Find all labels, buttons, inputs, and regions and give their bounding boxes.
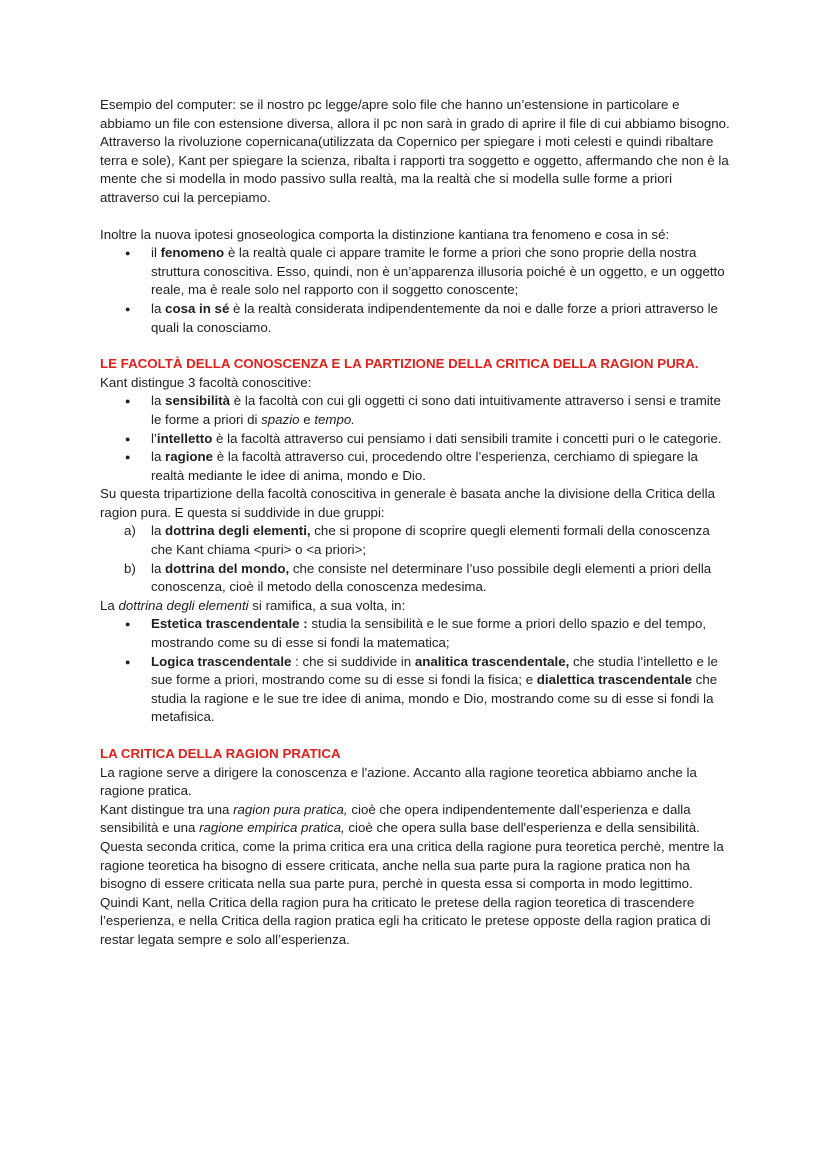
paragraph-ragione-dirige: La ragione serve a dirigere la conoscenza e l'azione. Accanto alla ragione teoretica abbiamo anche la ragione pratica. xyxy=(100,764,697,799)
document-page xyxy=(100,96,730,950)
paragraph-ragion-pura-pratica: Kant distingue tra una ragion pura pratica, cioè che opera indipendentemente dall’esperienza e dalla sensibilità e una ragione empirica pratica, cioè che opera sulla base dell'esperienza e della sensibilità. xyxy=(100,801,700,836)
list-item: ● il fenomeno è la realtà quale ci appare tramite le forme a priori che sono proprie della nostra struttura conoscitiva. Esso, quindi, non è un’apparenza illusoria poiché è un oggetto, e un oggetto reale, ma è reale solo nel rapporto con il soggetto conoscente; xyxy=(100,244,730,300)
list-item: ● l’intelletto è la facoltà attraverso cui pensiamo i dati sensibili tramite i concetti puri o le categorie. xyxy=(100,430,730,449)
paragraph-seconda-critica: Questa seconda critica, come la prima critica era una critica della ragione pura teoretica perchè, mentre la ragione teoretica ha bisogno di essere criticata, anche nella sua parte pura la ragione pratica non ha bisogno di essere criticata nella sua parte pura, perchè in questa essa si comporta in modo legittimo. xyxy=(100,838,724,892)
list-item: ● la cosa in sé è la realtà considerata indipendentemente da noi e dalle forze a priori attraverso le quali la conosciamo. xyxy=(100,300,730,337)
paragraph-ramifica: La dottrina degli elementi si ramifica, a sua volta, in: xyxy=(100,597,406,613)
faculties-list xyxy=(100,392,730,485)
list-item: ● la ragione è la facoltà attraverso cui, procedendo oltre l’esperienza, cerchiamo di spiegare la realtà mediante le idee di anima, mondo e Dio. xyxy=(100,448,730,485)
paragraph-faculties-lead: Kant distingue 3 facoltà conoscitive: xyxy=(100,374,312,390)
paragraph-tripartition: Su questa tripartizione della facoltà conoscitiva in generale è basata anche la divisione della Critica della ragion pura. E questa si suddivide in due gruppi: xyxy=(100,486,715,520)
phenomenon-list xyxy=(100,244,730,337)
list-item: ● Estetica trascendentale : studia la sensibilità e le sue forme a priori dello spazio e del tempo, mostrando come su di esse si fondi la matematica; xyxy=(100,615,730,652)
list-item: a) la dottrina degli elementi, che si propone di scoprire quegli elementi formali della conoscenza che Kant chiama <puri> o <a priori>; xyxy=(124,523,710,558)
paragraph-computer-example: Esempio del computer: se il nostro pc legge/apre solo file che hanno un’estensione in particolare e abbiamo un file con estensione diversa, allora il pc non sarà in grado di aprire il file di cui abbiamo bisogno. xyxy=(100,97,730,131)
section-heading-facolta: LE FACOLTÀ DELLA CONOSCENZA E LA PARTIZIONE DELLA CRITICA DELLA RAGION PURA. xyxy=(100,356,699,372)
doctrine-list xyxy=(100,522,730,596)
section-heading-ragion-pratica: LA CRITICA DELLA RAGION PRATICA xyxy=(100,746,341,761)
transcendental-list xyxy=(100,615,730,727)
paragraph-conclusione: Quindi Kant, nella Critica della ragion pura ha criticato le pretese della ragion teoretica di trascendere l’esperienza, e nella Critica della ragion pratica egli ha criticato le pretese opposte della ragion pratica di restar legata sempre e solo all’esperienza. xyxy=(100,894,711,947)
list-item: b) la dottrina del mondo, che consiste nel determinare l’uso possibile degli elementi a priori della conoscenza, cioè il metodo della conoscenza medesima. xyxy=(124,560,712,595)
paragraph-phenomenon-intro: Inoltre la nuova ipotesi gnoseologica comporta la distinzione kantiana tra fenomeno e cosa in sé: xyxy=(100,226,670,242)
paragraph-copernican-revolution: Attraverso la rivoluzione copernicana(utilizzata da Copernico per spiegare i moti celesti e quindi ribaltare terra e sole), Kant per spiegare la scienza, ribalta i rapporti tra soggetto e oggetto, affermando che non è la mente che si modella in modo passivo sulla realtà, ma la realtà che si modella sulle forme a priori attraverso cui la percepiamo. xyxy=(100,134,729,205)
list-item: ● Logica trascendentale : che si suddivide in analitica trascendentale, che studia l’intelletto e le sue forme a priori, mostrando come su di esse si fondi la fisica; e dialettica trascendentale che studia la ragione e le sue tre idee di anima, mondo e Dio, mostrando come su di esse si fondi la metafisica. xyxy=(100,653,730,727)
list-item: ● la sensibilità è la facoltà con cui gli oggetti ci sono dati intuitivamente attraverso i sensi e tramite le forme a priori di spazio e tempo. xyxy=(100,392,730,429)
